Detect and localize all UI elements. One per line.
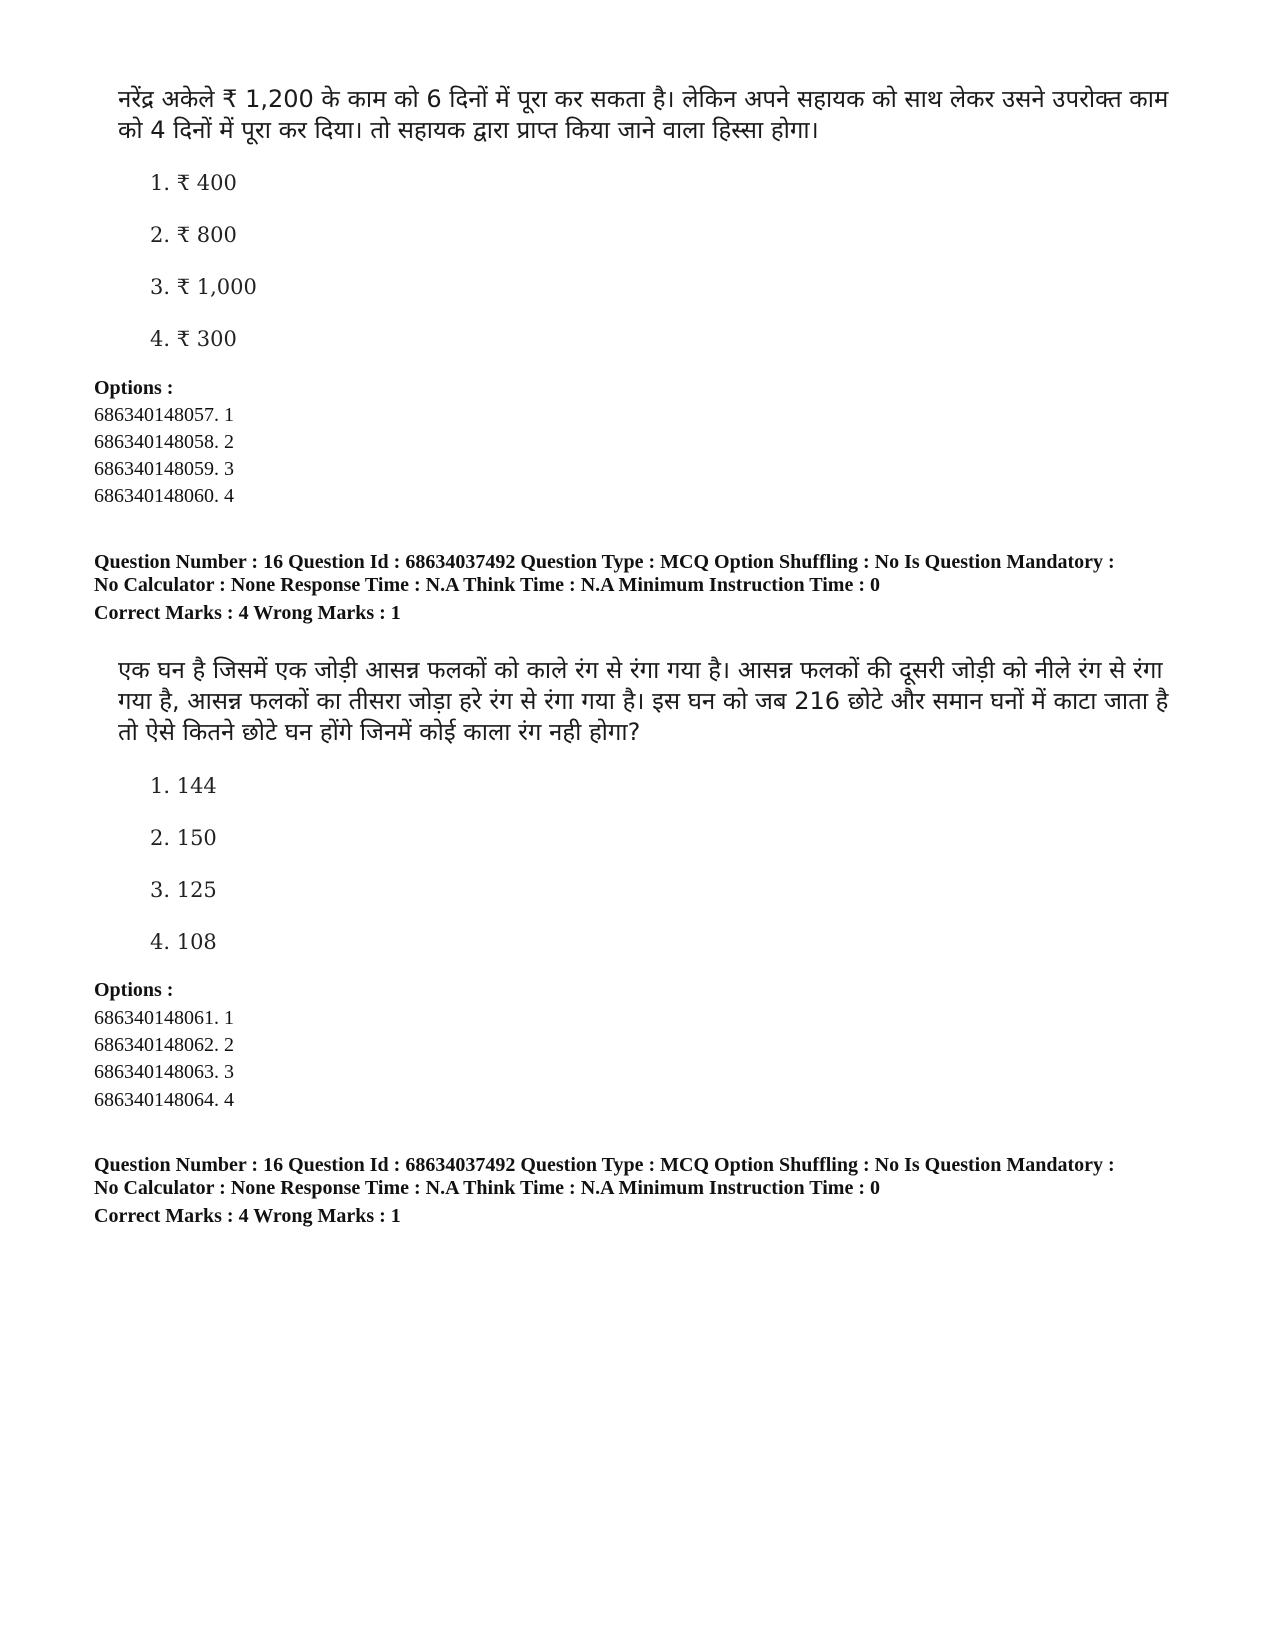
question-text: नरेंद्र अकेले ₹ 1,200 के काम को 6 दिनों में पूरा कर सकता है। लेकिन अपने सहायक को साथ लेकर उसने उपरोक्त काम को 4 दिनों में पूरा कर दिया। तो सहायक द्वारा प्राप्त किया जाने वाला हिस्सा होगा। (118, 85, 1169, 144)
choice-item: 4. ₹ 300 (150, 327, 237, 351)
option-id-line: 686340148057. 1 (94, 404, 234, 426)
question-text: एक घन है जिसमें एक जोड़ी आसन्न फलकों को काले रंग से रंगा गया है। आसन्न फलकों की दूसरी जोड़ी को नीले रंग से रंगा गया है, आसन्न फलकों का तीसरा जोड़ा हरे रंग से रंगा गया है। इस घन को जब 216 छोटे और समान घनों में काटा जाता है तो ऐसे कितने छोटे घन होंगे जिनमें कोई काला रंग नही होगा? (118, 656, 1169, 746)
option-id-line: 686340148058. 2 (94, 431, 234, 453)
options-heading: Options : (94, 377, 174, 399)
choice-item: 4. 108 (150, 930, 217, 954)
question-meta-line: Question Number : 16 Question Id : 68634037492 Question Type : MCQ Option Shuffling : No Is Question Mandatory : (94, 1154, 1115, 1176)
question-meta-line: No Calculator : None Response Time : N.A Think Time : N.A Minimum Instruction Time : 0 (94, 1177, 880, 1199)
choice-item: 2. 150 (150, 826, 217, 850)
choice-item: 2. ₹ 800 (150, 223, 237, 247)
option-id-line: 686340148059. 3 (94, 458, 234, 480)
options-heading: Options : (94, 979, 174, 1001)
option-id-line: 686340148060. 4 (94, 485, 234, 507)
option-id-line: 686340148061. 1 (94, 1007, 234, 1029)
option-id-line: 686340148062. 2 (94, 1034, 234, 1056)
question-meta-line: Question Number : 16 Question Id : 68634037492 Question Type : MCQ Option Shuffling : No Is Question Mandatory : (94, 551, 1115, 573)
choice-item: 3. 125 (150, 878, 217, 902)
question-marks: Correct Marks : 4 Wrong Marks : 1 (94, 1205, 401, 1227)
choice-item: 1. ₹ 400 (150, 171, 237, 195)
choice-item: 1. 144 (150, 774, 217, 798)
option-id-line: 686340148063. 3 (94, 1061, 234, 1083)
question-meta-line: No Calculator : None Response Time : N.A Think Time : N.A Minimum Instruction Time : 0 (94, 574, 880, 596)
choice-item: 3. ₹ 1,000 (150, 275, 257, 299)
question-marks: Correct Marks : 4 Wrong Marks : 1 (94, 602, 401, 624)
option-id-line: 686340148064. 4 (94, 1089, 234, 1111)
